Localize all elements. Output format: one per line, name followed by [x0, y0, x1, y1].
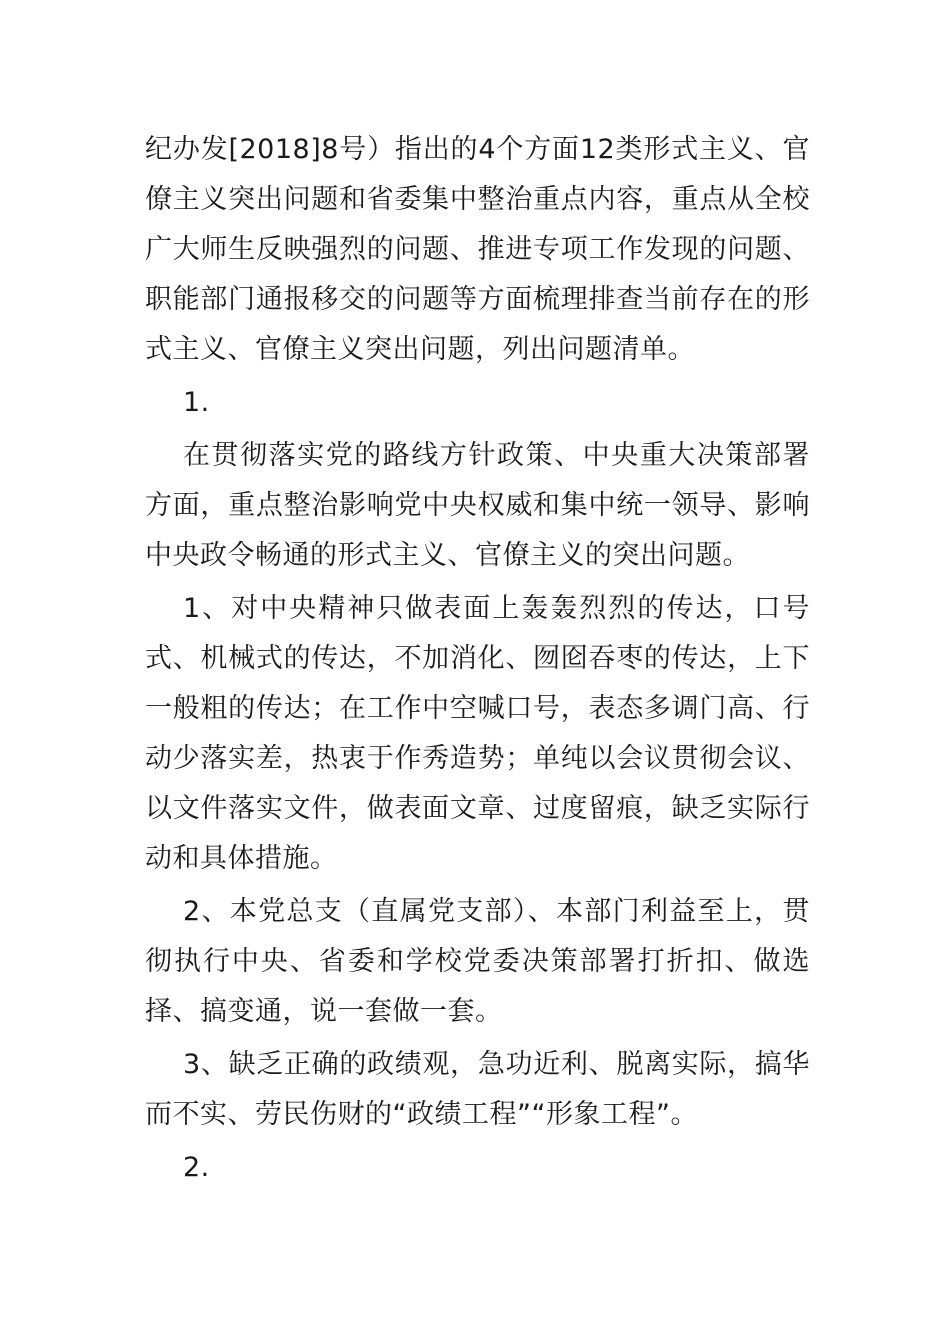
paragraph-item-2: 2、本党总支（直属党支部）、本部门利益至上，贯彻执行中央、省委和学校党委决策部署打折扣、做选择、搞变通，说一套做一套。: [145, 896, 810, 1027]
document-body: [145, 125, 810, 1196]
paragraph-continuation: 纪办发[2018]8号）指出的4个方面12类形式主义、官僚主义突出问题和省委集中整治重点内容，重点从全校广大师生反映强烈的问题、推进专项工作发现的问题、职能部门通报移交的问题等方面梳理排查当前存在的形式主义、官僚主义突出问题，列出问题清单。: [145, 134, 810, 365]
paragraph-section-intro: 在贯彻落实党的路线方针政策、中央重大决策部署方面，重点整治影响党中央权威和集中统一领导、影响中央政令畅通的形式主义、官僚主义的突出问题。: [145, 440, 810, 571]
section-number-1: 1.: [183, 387, 210, 418]
section-number-2: 2.: [183, 1152, 210, 1183]
paragraph-item-1: 1、对中央精神只做表面上轰轰烈烈的传达，口号式、机械式的传达，不加消化、囫囵吞枣的传达，上下一般粗的传达；在工作中空喊口号，表态多调门高、行动少落实差，热衷于作秀造势；单纯以会议贯彻会议、以文件落实文件，做表面文章、过度留痕，缺乏实际行动和具体措施。: [145, 593, 810, 874]
paragraph-item-3: 3、缺乏正确的政绩观，急功近利、脱离实际，搞华而不实、劳民伤财的“政绩工程”“形象工程”。: [145, 1049, 810, 1130]
